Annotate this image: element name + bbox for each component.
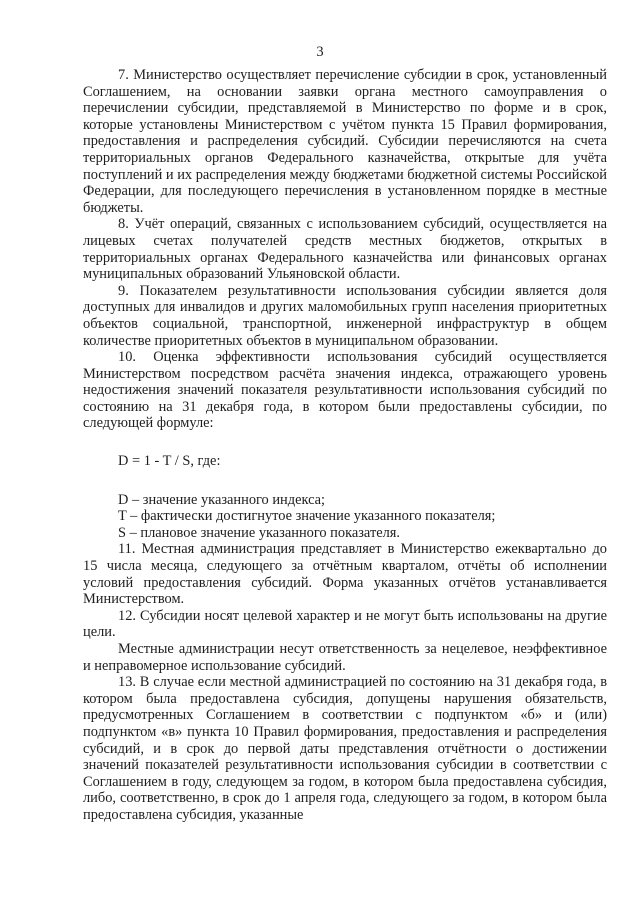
paragraph-10: 10. Оценка эффективности использования субсидий осуществляется Министерством посредством расчёта значения индекса, отражающего уровень недостижения значений показателя результативности использования субсидий по состоянию на 31 декабря года, в котором были предоставлены субсидии, по следующей формуле:: [83, 349, 607, 432]
formula: D = 1 - T / S, где:: [118, 453, 221, 470]
paragraph-11: 11. Местная администрация представляет в Министерство ежеквартально до 15 числа месяца, следующего за отчётным кварталом, отчёты об исполнении условий предоставления субсидий. Форма указанных отчётов устанавливается Министерством.: [83, 541, 607, 608]
paragraph-7: 7. Министерство осуществляет перечисление субсидии в срок, установленный Соглашением, на основании заявки органа местного самоуправления о перечислении субсидии, представляемой в Министерство по форме и в срок, которые установлены Министерством с учётом пункта 15 Правил формирования, предоставления и распределения субсидий. Субсидии перечисляются на счета территориальных органов Федерального казначейства, открытые для учёта поступлений и их распределения между бюджетами бюджетной системы Российской Федерации, для последующего перечисления в установленном порядке в местные бюджеты.: [83, 67, 608, 216]
definition-s: S – плановое значение указанного показателя.: [118, 524, 401, 541]
paragraph-8: 8. Учёт операций, связанных с использованием субсидий, осуществляется на лицевых счетах получателей средств местных бюджетов, открытых в территориальных органах Федерального казначейства или финансовых органах муниципальных образований Ульяновской области.: [83, 216, 607, 283]
paragraph-12-continued: Местные администрации несут ответственность за нецелевое, неэффективное и неправомерное использование субсидий.: [83, 641, 607, 674]
paragraph-9: 9. Показателем результативности использования субсидии является доля доступных для инвалидов и других маломобильных групп населения приоритетных объектов социальной, транспортной, инженерной инфраструктур в общем количестве приоритетных объектов в муниципальном образовании.: [83, 282, 607, 349]
document-body: [83, 67, 607, 824]
paragraph-13: 13. В случае если местной администрацией по состоянию на 31 декабря года, в котором была предоставлена субсидия, допущены нарушения обязательств, предусмотренных Соглашением в соответствии с подпунктом «б» и (или) подпунктом «в» пункта 10 Правил формирования, предоставления и распределения субсидий, и в срок до первой даты представления отчётности о достижении значений показателей результативности использования субсидии в соответствии с Соглашением в году, следующем за годом, в котором была предоставлена субсидия, либо, соответственно, в срок до 1 апреля года, следующего за годом, в котором была предоставлена субсидия, указанные: [83, 674, 607, 823]
paragraph-12: 12. Субсидии носят целевой характер и не могут быть использованы на другие цели.: [83, 607, 607, 641]
page-number: 3: [316, 44, 324, 60]
definition-d: D – значение указанного индекса;: [118, 491, 326, 508]
definition-t: T – фактически достигнутое значение указанного показателя;: [118, 508, 496, 525]
